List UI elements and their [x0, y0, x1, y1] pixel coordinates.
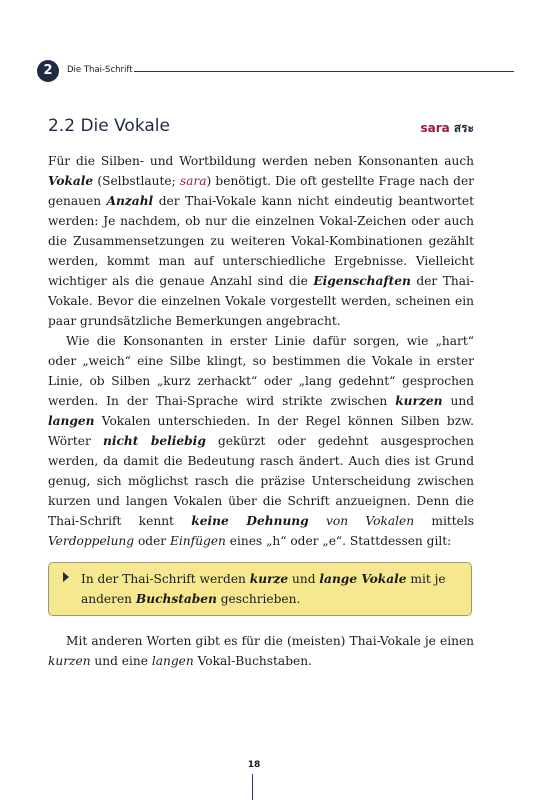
term-langen-2: langen — [151, 654, 194, 668]
page-number-rule — [252, 774, 253, 800]
term-eigenschaften: Eigenschaften — [313, 274, 411, 288]
section-thai-script: สระ — [453, 121, 474, 135]
page-number: 18 — [247, 760, 261, 770]
paragraph-2: Wie die Konsonanten in erster Linie dafür sorgen, wie „hart“ oder „weich“ eine Silbe klingt, so bestimmen die Vokale in erster Linie, ob Silben „kurz zerhackt“ oder „lang gedehnt“ gesprochen werden. In der Thai-Sprache wird strikte zwischen kurzen und langen Vokalen unterschieden. In der Regel können Silben bzw. Wörter nicht beliebig gekürzt oder gedehnt ausgesprochen werden, da damit die Bedeutung rasch ändert. Auch dies ist Grund genug, sich möglichst rasch die präzise Unterscheidung zwischen kurzen und langen Vokalen über die Schrift anzueignen. Denn die Thai-Schrift kennt keine Dehnung von Vokalen mittels Verdoppelung oder Einfügen eines „h“ oder „e“. Stattdessen gilt: — [48, 334, 475, 548]
chapter-number-badge: 2 — [37, 60, 59, 82]
term-buchstaben: Buchstaben — [135, 592, 217, 606]
term-verdoppelung: Verdoppelung — [48, 534, 135, 548]
term-vokale: Vokale — [48, 174, 94, 188]
term-anzahl: Anzahl — [106, 194, 154, 208]
paragraph-1: Für die Silben- und Wortbildung werden neben Konsonanten auch Vokale (Selbstlaute; sara) benötigt. Die oft gestellte Frage nach der genauen Anzahl der Thai-Vokale kann nicht eindeutig beantwortet werden: Je nachdem, ob nur die einzelnen Vokal-Zeichen oder auch die Zusammensetzungen zu weiteren Vokal-Kombinationen gezählt werden, kommt man auf unterschiedliche Ergebnisse. Vielleicht wichtiger als die genaue Anzahl sind die Eigenschaften der Thai-Vokale. Bevor die einzelnen Vokale vorgestellt werden, scheinen ein paar grundsätzliche Bemerkungen angebracht. — [48, 154, 474, 328]
term-langen: langen — [48, 414, 95, 428]
term-kurzen: kurzen — [395, 394, 443, 408]
header-rule — [134, 71, 514, 72]
term-nicht-beliebig: nicht beliebig — [102, 434, 206, 448]
term-einfuegen: Einfügen — [170, 534, 226, 548]
triangle-right-icon — [63, 572, 69, 582]
term-sara: sara — [179, 174, 207, 188]
rule-callout-box: In der Thai-Schrift werden kurze und lange Vokale mit je anderen Buchstaben geschrieben. — [48, 562, 472, 616]
running-header — [37, 60, 477, 84]
section-thai-term — [421, 119, 474, 138]
chapter-title: Die Thai-Schrift — [67, 65, 133, 75]
section-transliteration: sara — [420, 121, 450, 135]
section-title: 2.2 Die Vokale — [48, 116, 170, 136]
term-kurzen-2: kurzen — [48, 654, 91, 668]
term-keine-dehnung: keine Dehnung — [191, 514, 309, 528]
term-kurze: kurze — [249, 572, 289, 586]
term-von-vokalen: von Vokalen — [326, 514, 415, 528]
term-lange-vokale: lange Vokale — [319, 572, 407, 586]
paragraph-3: Mit anderen Worten gibt es für die (meisten) Thai-Vokale je einen kurzen und eine langen Vokal-Buchstaben. — [48, 634, 474, 668]
